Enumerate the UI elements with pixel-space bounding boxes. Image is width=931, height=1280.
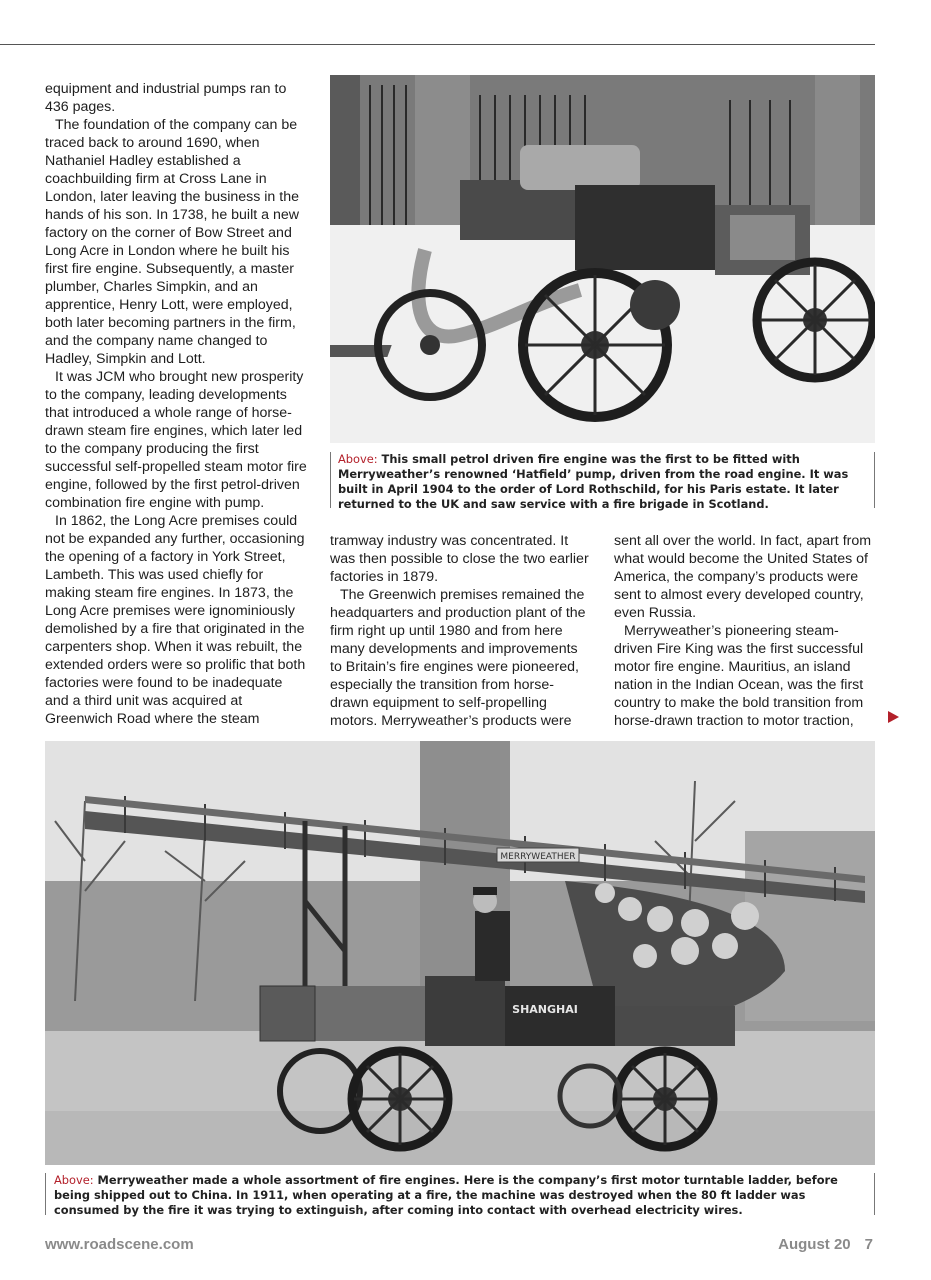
paragraph: It was JCM who brought new prosperity to the company, leading developments that introduced a whole range of horse-drawn steam fire engines, which later led to the company producing the first successful self-propelled steam motor fire engine, followed by the first petrol-driven combination fire engine with pump. [45, 369, 307, 511]
paragraph: The foundation of the company can be traced back to around 1690, when Nathaniel Hadley established a coachbuilding firm at Cross Lane in London, later leaving the business in the hands of his son. In 1738, he built a new factory on the corner of Bow Street and Long Acre in London where he built his first fire engine. Subsequently, a master plumber, Charles Simpkin, and an apprentice, Henry Lott, were employed, both later becoming partners in the firm, and the company name changed to Hadley, Simpkin and Lott. [45, 117, 299, 367]
article-column-1 [45, 80, 307, 728]
header-rule [0, 44, 875, 45]
footer-issue-info [764, 1236, 873, 1253]
article-column-3 [614, 532, 876, 730]
shanghai-sign: SHANGHAI [512, 1003, 578, 1016]
caption-tag: Above: [54, 1173, 94, 1187]
caption-rule-left [330, 452, 331, 508]
page-number: 7 [864, 1236, 873, 1253]
caption-rule-right [874, 452, 875, 508]
footer-website[interactable]: www.roadscene.com [45, 1236, 194, 1253]
photo-turntable-ladder [45, 741, 875, 1165]
paragraph: tramway industry was concentrated. It was then possible to close the two earlier factories in 1879. [330, 533, 589, 585]
paragraph: In 1862, the Long Acre premises could not be expanded any further, occasioning the opening of a factory in York Street, Lambeth. This was used chiefly for making steam fire engines. In 1873, the Long Acre premises were ignominiously demolished by a fire that originated in the carpenters shop. When it was rebuilt, the extended orders were so prolific that both factories were found to be inadequate and a third unit was acquired at Greenwich Road where the steam [45, 513, 306, 727]
caption-rule-right [874, 1173, 875, 1215]
caption-text: Merryweather made a whole assortment of fire engines. Here is the company’s first motor turntable ladder, before being shipped out to China. In 1911, when operating at a fire, the machine was destroyed when the 80 ft ladder was consumed by the fire it was trying to extinguish, after coming into contact with overhead electricity wires. [54, 1173, 838, 1217]
paragraph: sent all over the world. In fact, apart from what would become the United States of America, the company’s products were sent to almost every developed country, even Russia. [614, 533, 872, 621]
paragraph: equipment and industrial pumps ran to 436 pages. [45, 81, 287, 115]
photo-petrol-fire-engine [330, 75, 875, 443]
paragraph: The Greenwich premises remained the headquarters and production plant of the firm right up until 1980 and from here many developments and improvements to Britain’s fire engines were pioneered, especially the transition from horse-drawn equipment to self-propelling motors. Merryweather’s products were [330, 587, 586, 729]
caption-tag: Above: [338, 452, 378, 466]
caption-text: This small petrol driven fire engine was the first to be fitted with Merryweather’s renowned ‘Hatfield’ pump, driven from the road engine. It was built in April 1904 to the order of Lord Rothschild, for his Paris estate. It later returned to the UK and saw service with a fire brigade in Scotland. [338, 452, 849, 511]
caption-rule-left [45, 1173, 46, 1215]
issue-date: August 20 [778, 1236, 851, 1253]
paragraph: Merryweather’s pioneering steam-driven Fire King was the first successful motor fire engine. Mauritius, an island nation in the Indian Ocean, was the first country to make the bold transition from horse-drawn traction to motor traction, [614, 623, 864, 729]
continue-arrow-icon [888, 711, 899, 723]
photo-caption-1 [330, 452, 875, 511]
photo-caption-2 [45, 1173, 875, 1215]
article-column-2 [330, 532, 592, 730]
ladder-sign: MERRYWEATHER [500, 852, 576, 862]
